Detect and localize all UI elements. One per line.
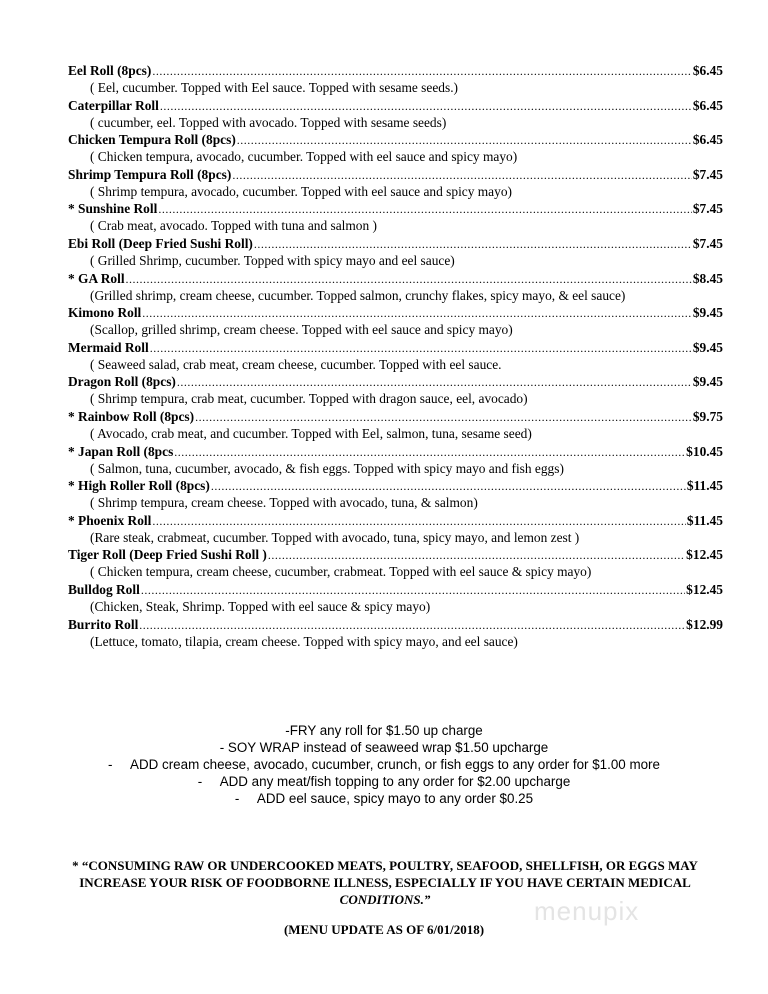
dot-leader [152, 513, 686, 529]
menu-item-tiger-roll [68, 547, 723, 582]
dot-leader [254, 236, 692, 252]
watermark-logo: menupix [534, 896, 640, 926]
note-dash: - [234, 791, 240, 806]
note-dash: - [197, 774, 203, 789]
add-on-notes [0, 722, 768, 807]
item-price: $6.45 [692, 63, 723, 78]
item-name: * Phoenix Roll [68, 512, 152, 528]
warning-line-3: CONDITIONS.” [339, 892, 431, 907]
menu-list [68, 63, 723, 651]
dot-leader [141, 582, 685, 598]
item-name: Tiger Roll (Deep Fried Sushi Roll ) [68, 547, 267, 563]
item-description: (Scallop, grilled shrimp, cream cheese. Topped with eel sauce and spicy mayo) [90, 322, 513, 338]
item-description: (Grilled shrimp, cream cheese, cucumber. Topped salmon, crunchy flakes, spicy mayo, & eel sauce) [90, 287, 626, 303]
item-description: ( Crab meat, avocado. Topped with tuna and salmon ) [90, 218, 378, 234]
item-price: $9.45 [692, 305, 723, 321]
item-name: Burrito Roll [68, 616, 139, 632]
dot-leader [211, 478, 686, 494]
dot-leader [177, 374, 692, 390]
item-price: $8.45 [692, 270, 723, 286]
item-price: $11.45 [686, 478, 723, 494]
item-description: (Lettuce, tomato, tilapia, cream cheese. Topped with spicy mayo, and eel sauce) [90, 633, 518, 649]
item-price: $11.45 [686, 512, 723, 528]
menu-item-sunshine-roll [68, 201, 723, 236]
note-dash: - [108, 757, 113, 772]
menu-item-bulldog-roll [68, 582, 723, 617]
item-price: $12.99 [686, 616, 723, 632]
dot-leader [152, 63, 692, 79]
item-name: * GA Roll [68, 270, 125, 286]
item-price: $6.45 [692, 132, 723, 148]
menu-item-eel-roll [68, 63, 723, 98]
dot-leader [158, 201, 692, 217]
item-description: ( Seaweed salad, crab meat, cream cheese, cucumber. Topped with eel sauce. [90, 356, 502, 372]
menu-item-mermaid-roll [68, 340, 723, 375]
menu-item-dragon-roll [68, 374, 723, 409]
menu-item-caterpillar-roll [68, 98, 723, 133]
item-name: Ebi Roll (Deep Fried Sushi Roll) [68, 235, 253, 251]
item-name: * Japan Roll (8pcs [68, 443, 174, 459]
item-price: $7.45 [692, 166, 723, 182]
menu-item-japan-roll [68, 444, 723, 479]
item-price: $10.45 [686, 443, 723, 459]
item-description: (Chicken, Steak, Shrimp. Topped with eel sauce & spicy mayo) [90, 598, 431, 614]
dot-leader [160, 98, 692, 114]
menu-update-date: (MENU UPDATE AS OF 6/01/2018) [283, 922, 485, 937]
item-price: $9.45 [692, 374, 723, 390]
note-add-meat-text: ADD any meat/fish topping to any order for $2.00 upcharge [219, 774, 571, 789]
item-description: (Rare steak, crabmeat, cucumber. Topped with avocado, tuna, spicy mayo, and lemon zest ) [90, 529, 580, 545]
warning-line-1: * “CONSUMING RAW OR UNDERCOOKED MEATS, POULTRY, SEAFOOD, SHELLFISH, OR EGGS MAY [72, 858, 698, 873]
item-name: Chicken Tempura Roll (8pcs) [68, 132, 236, 148]
menu-item-chicken-tempura-roll [68, 132, 723, 167]
menu-item-rainbow-roll [68, 409, 723, 444]
item-description: ( Chicken tempura, cream cheese, cucumber, crabmeat. Topped with eel sauce & spicy mayo) [90, 564, 592, 580]
item-name: Eel Roll (8pcs) [68, 63, 152, 78]
item-description: ( Eel, cucumber. Topped with Eel sauce. Topped with sesame seeds.) [90, 80, 458, 95]
dot-leader [232, 167, 692, 183]
menu-item-ebi-roll [68, 236, 723, 271]
item-description: ( Avocado, crab meat, and cucumber. Topped with Eel, salmon, tuna, sesame seed) [90, 425, 532, 441]
menu-item-shrimp-tempura-roll [68, 167, 723, 202]
menu-item-high-roller-roll [68, 478, 723, 513]
dot-leader [195, 409, 692, 425]
item-description: ( Grilled Shrimp, cucumber. Topped with spicy mayo and eel sauce) [90, 252, 455, 268]
dot-leader [126, 271, 692, 287]
item-name: * Sunshine Roll [68, 201, 158, 217]
note-add-sauce [0, 790, 768, 807]
warning-line-2: INCREASE YOUR RISK OF FOODBORNE ILLNESS, ESPECIALLY IF YOU HAVE CERTAIN MEDICAL [79, 875, 691, 890]
menu-item-burrito-roll [68, 617, 723, 652]
item-price: $7.45 [692, 201, 723, 217]
item-description: ( cucumber, eel. Topped with avocado. Topped with sesame seeds) [90, 114, 447, 130]
item-description: ( Shrimp tempura, crab meat, cucumber. Topped with dragon sauce, eel, avocado) [90, 391, 528, 407]
item-name: Dragon Roll (8pcs) [68, 374, 176, 390]
menu-item-phoenix-roll [68, 513, 723, 548]
note-fry: -FRY any roll for $1.50 up charge [285, 723, 483, 738]
item-name: * Rainbow Roll (8pcs) [68, 408, 195, 424]
item-name: * High Roller Roll (8pcs) [68, 478, 210, 494]
item-price: $12.45 [686, 547, 723, 563]
item-price: $6.45 [692, 97, 723, 113]
item-description: ( Chicken tempura, avocado, cucumber. Topped with eel sauce and spicy mayo) [90, 149, 518, 165]
menu-item-kimono-roll [68, 305, 723, 340]
item-name: Kimono Roll [68, 305, 142, 321]
dot-leader [268, 547, 685, 563]
item-description: ( Shrimp tempura, avocado, cucumber. Topped with eel sauce and spicy mayo) [90, 183, 512, 199]
dot-leader [142, 305, 692, 321]
item-price: $9.45 [692, 339, 723, 355]
dot-leader [139, 617, 685, 633]
note-add-cream [0, 756, 768, 773]
dot-leader [150, 340, 692, 356]
note-soy-wrap: - SOY WRAP instead of seaweed wrap $1.50 upcharge [219, 740, 549, 755]
dot-leader [174, 444, 685, 460]
menu-item-ga-roll [68, 271, 723, 306]
item-description: ( Shrimp tempura, cream cheese. Topped with avocado, tuna, & salmon) [90, 495, 478, 511]
item-price: $12.45 [686, 581, 723, 597]
item-price: $9.75 [692, 408, 723, 424]
note-add-meat [0, 773, 768, 790]
item-name: Bulldog Roll [68, 581, 140, 597]
item-name: Shrimp Tempura Roll (8pcs) [68, 166, 232, 182]
item-description: ( Salmon, tuna, cucumber, avocado, & fish eggs. Topped with spicy mayo and fish eggs) [90, 460, 564, 476]
note-add-cream-text: ADD cream cheese, avocado, cucumber, crunch, or fish eggs to any order for $1.00 more [130, 757, 660, 772]
item-name: Caterpillar Roll [68, 97, 159, 113]
dot-leader [237, 132, 692, 148]
note-add-sauce-text: ADD eel sauce, spicy mayo to any order $0.25 [256, 791, 534, 806]
item-name: Mermaid Roll [68, 339, 149, 355]
item-price: $7.45 [692, 235, 723, 251]
